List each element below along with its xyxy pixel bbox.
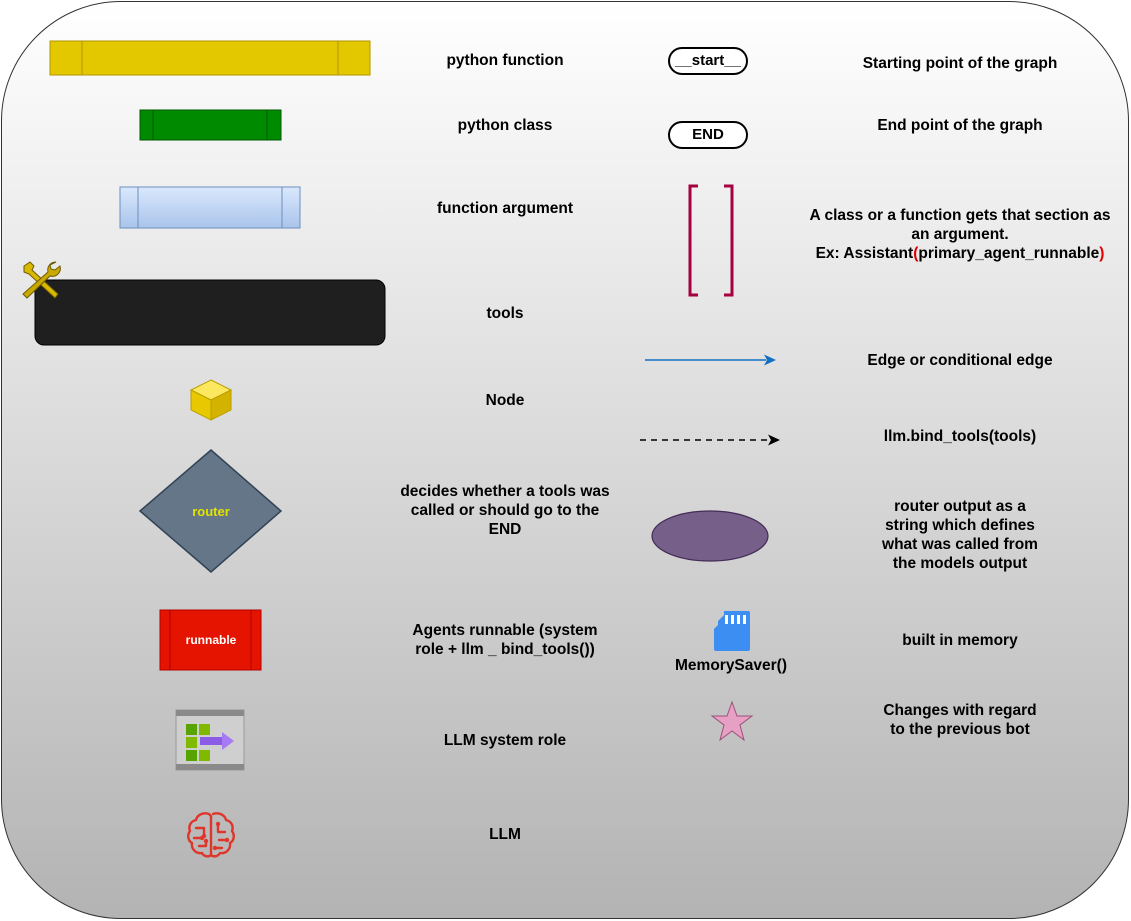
argument-bracket-label-line-1: A class or a function gets that section as	[809, 207, 1111, 224]
example-open-paren: (	[913, 245, 919, 262]
example-close-paren: )	[1099, 245, 1105, 262]
edge-label: Edge or conditional edge	[867, 352, 1053, 369]
python-class-shape	[138, 108, 284, 143]
function-argument-label: function argument	[436, 200, 574, 217]
system-role-icon	[174, 708, 246, 772]
router-shape-text: router	[192, 504, 230, 519]
cube-icon	[188, 378, 234, 422]
memory-saver-text: MemorySaver()	[675, 657, 787, 674]
llm-system-role-label: LLM system role	[443, 732, 567, 749]
router-output-label-line-2: string which defines	[885, 517, 1035, 534]
example-prefix: Ex: Assistant	[815, 245, 914, 262]
changes-label-line-1: Changes with regard	[883, 702, 1037, 719]
runnable-label-line-2: role + llm _ bind_tools())	[415, 641, 595, 658]
end-node-shape: END	[668, 121, 748, 149]
brain-circuit-icon	[185, 810, 237, 860]
changes-label-line-2: to the previous bot	[890, 721, 1030, 738]
function-argument-shape	[118, 185, 304, 231]
start-node-shape: __start__	[668, 47, 748, 75]
python-function-label: python function	[446, 52, 564, 69]
sd-card-icon	[710, 609, 752, 653]
router-output-label-line-3: what was called from	[882, 536, 1038, 553]
runnable-shape-text: runnable	[185, 633, 237, 647]
edge-arrow	[642, 350, 780, 370]
end-label: End point of the graph	[877, 117, 1043, 134]
python-class-label: python class	[457, 117, 553, 134]
router-label-line-3: END	[488, 521, 522, 538]
bind-tools-dashed-arrow	[636, 430, 784, 450]
tools-shape	[33, 278, 389, 349]
router-output-label-line-1: router output as a	[894, 498, 1026, 515]
router-label-line-1: decides whether a tools was	[400, 483, 610, 500]
argument-bracket-example	[795, 244, 1125, 263]
argument-bracket-label-line-2: an argument.	[911, 226, 1009, 243]
python-function-shape	[48, 39, 373, 78]
bind-tools-label: llm.bind_tools(tools)	[883, 428, 1037, 445]
memory-label: built in memory	[902, 632, 1018, 649]
start-label: Starting point of the graph	[862, 55, 1058, 72]
node-label: Node	[485, 392, 525, 409]
argument-bracket-shape	[684, 183, 738, 299]
tools-label: tools	[486, 305, 524, 322]
example-arg: primary_agent_runnable	[918, 245, 1100, 262]
router-label-line-2: called or should go to the	[410, 502, 600, 519]
router-output-label-line-4: the models output	[892, 555, 1028, 572]
star-icon	[710, 700, 754, 742]
router-output-ellipse	[648, 506, 774, 566]
llm-label: LLM	[489, 826, 521, 843]
runnable-label-line-1: Agents runnable (system	[412, 622, 598, 639]
wrench-screwdriver-icon	[18, 258, 64, 302]
